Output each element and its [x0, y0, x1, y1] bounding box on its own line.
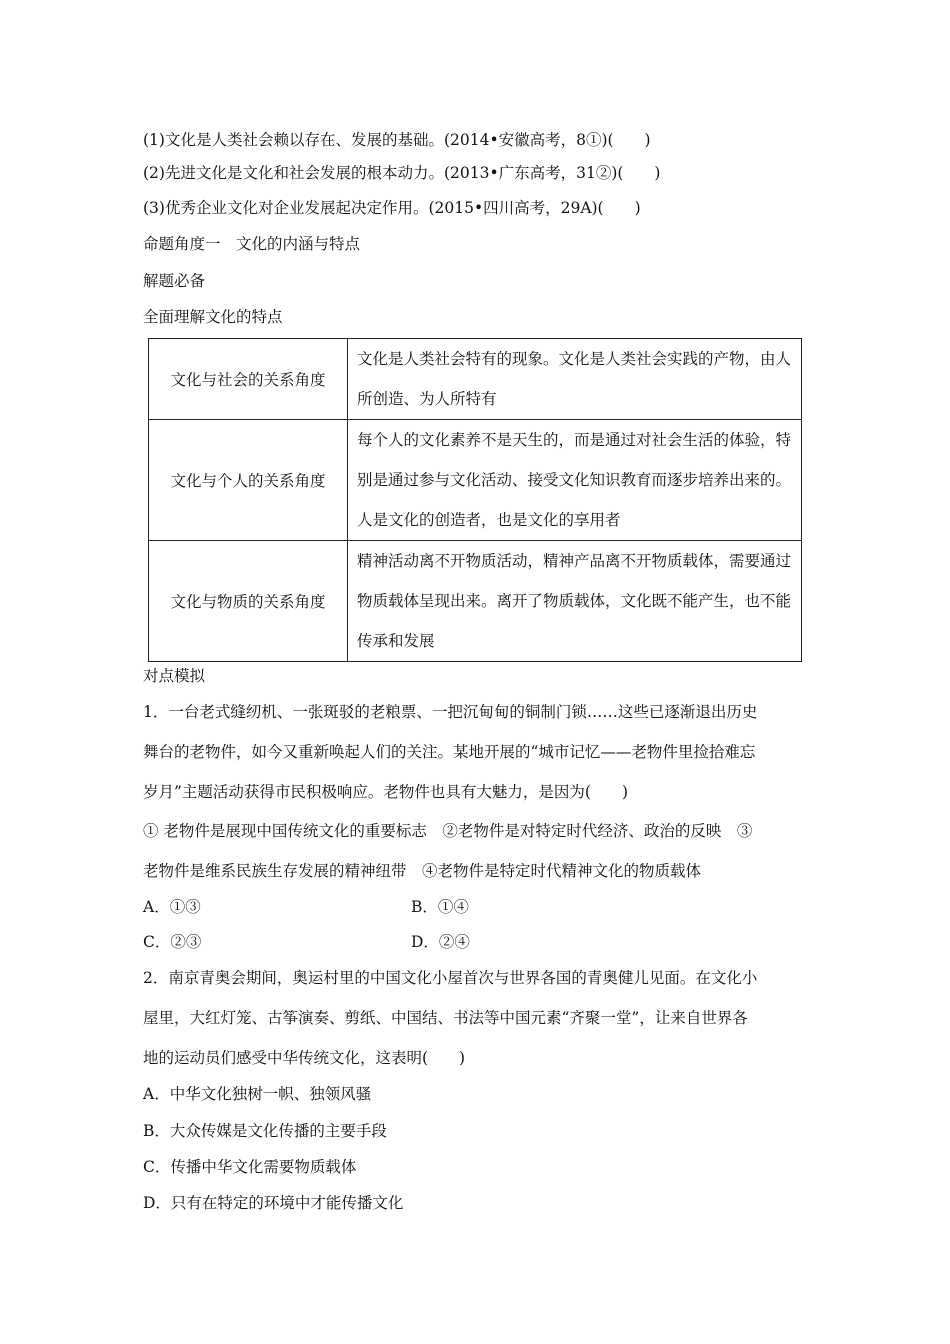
q1-option-c: C．②③ [143, 933, 202, 951]
table-row-value: 文化是人类社会特有的现象。文化是人类社会实践的产物，由人所创造、为人所特有 [348, 339, 802, 420]
q2-line-2: 屋里，大红灯笼、古筝演奏、剪纸、中国结、书法等中国元素“齐聚一堂”，让来自世界各 [143, 1009, 748, 1027]
table-row-key: 文化与社会的关系角度 [149, 339, 348, 420]
table-row [149, 541, 802, 662]
judge-item-2: (2)先进文化是文化和社会发展的根本动力。(2013•广东高考，31②)( ) [143, 164, 661, 182]
q1-line-2: 舞台的老物件，如今又重新唤起人们的关注。某地开展的“城市记忆——老物件里捡拾难忘 [143, 743, 756, 761]
table-row-key: 文化与物质的关系角度 [149, 541, 348, 662]
q2-option-d: D．只有在特定的环境中才能传播文化 [143, 1194, 404, 1212]
table-row [149, 420, 802, 541]
q2-option-b: B．大众传媒是文化传播的主要手段 [143, 1122, 387, 1140]
q1-line-1: 1．一台老式缝纫机、一张斑驳的老粮票、一把沉甸甸的铜制门锁……这些已逐渐退出历史 [143, 703, 758, 721]
q2-line-1: 2．南京青奥会期间，奥运村里的中国文化小屋首次与世界各国的青奥健儿见面。在文化小 [143, 969, 758, 987]
table-row [149, 339, 802, 420]
judge-item-1: (1)文化是人类社会赖以存在、发展的基础。(2014•安徽高考，8①)( ) [143, 131, 651, 149]
culture-features-table [148, 338, 802, 662]
judge-item-3: (3)优秀企业文化对企业发展起决定作用。(2015•四川高考，29A)( ) [143, 199, 641, 217]
q1-line-3: 岁月”主题活动获得市民积极响应。老物件也具有大魅力，是因为( ) [143, 783, 629, 801]
q1-line-5: 老物件是维系民族生存发展的精神纽带 ④老物件是特定时代精神文化的物质载体 [143, 862, 702, 880]
table-row-value: 精神活动离不开物质活动，精神产品离不开物质载体，需要通过物质载体呈现出来。离开了物质载体，文化既不能产生，也不能传承和发展 [348, 541, 802, 662]
q2-option-a: A．中华文化独树一帜、独领风骚 [143, 1085, 372, 1103]
q1-option-d: D．②④ [411, 933, 470, 951]
table-title: 全面理解文化的特点 [143, 308, 283, 326]
q1-option-b: B．①④ [411, 898, 469, 916]
q2-option-c: C．传播中华文化需要物质载体 [143, 1158, 357, 1176]
table-row-key: 文化与个人的关系角度 [149, 420, 348, 541]
q2-line-3: 地的运动员们感受中华传统文化，这表明( ) [143, 1049, 466, 1067]
table-row-value: 每个人的文化素养不是天生的，而是通过对社会生活的体验，特别是通过参与文化活动、接受文化知识教育而逐步培养出来的。人是文化的创造者，也是文化的享用者 [348, 420, 802, 541]
q1-line-4: ① 老物件是展现中国传统文化的重要标志 ②老物件是对特定时代经济、政治的反映 ③ [143, 822, 753, 840]
practice-heading: 对点模拟 [143, 667, 206, 685]
q1-option-a: A．①③ [143, 898, 201, 916]
prep-heading: 解题必备 [143, 272, 206, 290]
angle-heading: 命题角度一 文化的内涵与特点 [143, 235, 361, 253]
